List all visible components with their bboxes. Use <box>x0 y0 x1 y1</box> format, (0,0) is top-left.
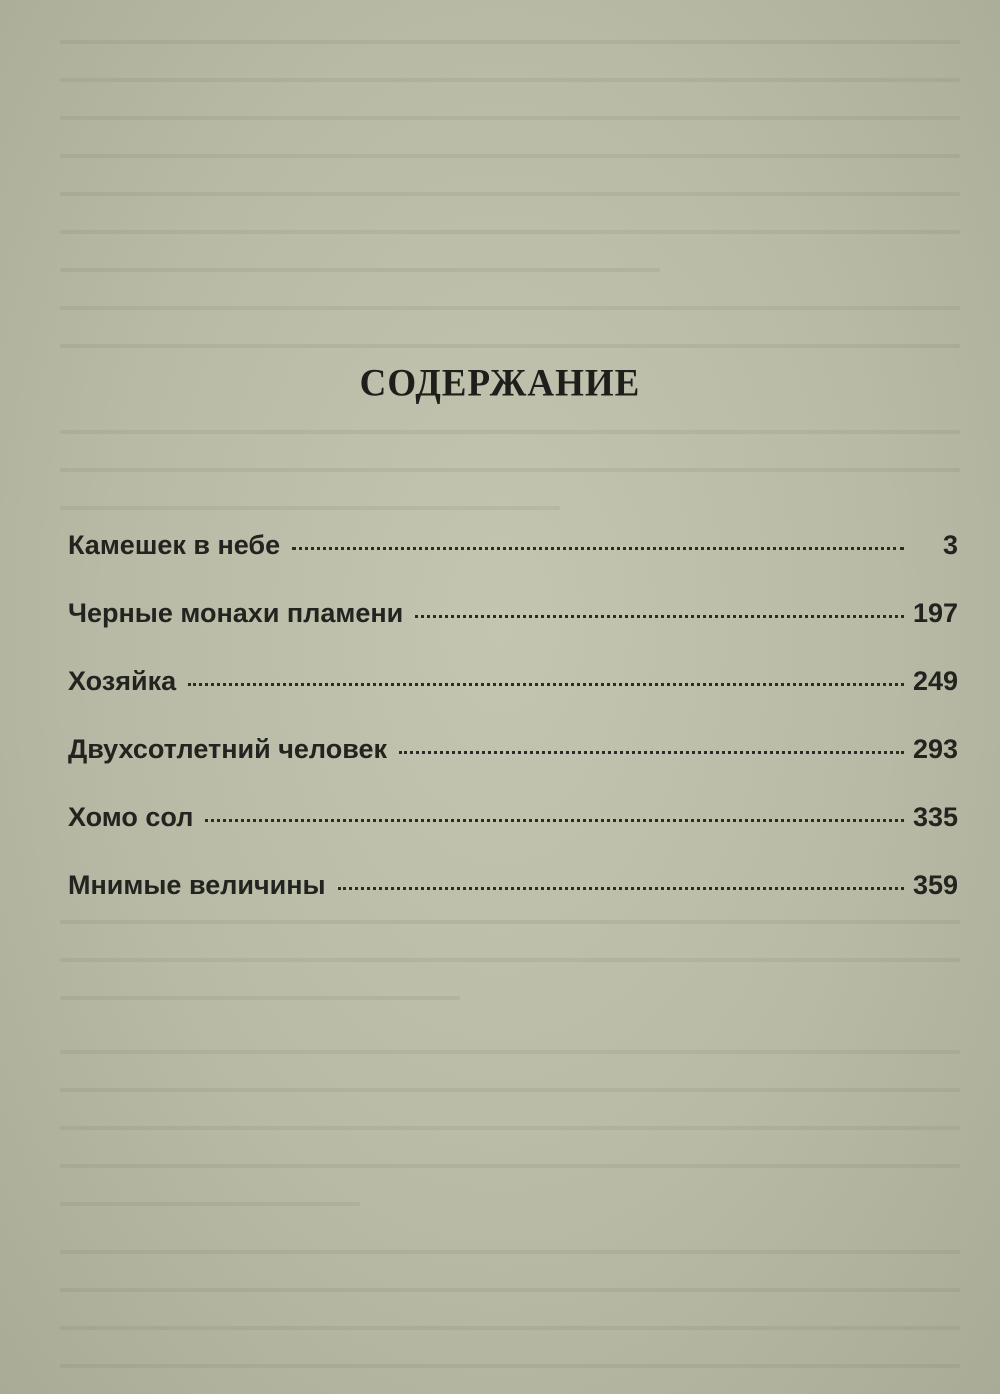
toc-entry-6 <box>68 870 958 938</box>
toc-entry-1 <box>68 530 958 598</box>
toc-entry-title: Черные монахи пламени <box>68 598 404 628</box>
toc-dot-leader <box>399 751 904 754</box>
toc-entry-title: Мнимые величины <box>68 870 326 900</box>
toc-entry-page: 293 <box>912 734 958 764</box>
toc-entry-title: Хозяйка <box>68 666 177 696</box>
toc-entry-page: 3 <box>942 530 958 560</box>
toc-entry-page: 249 <box>912 666 958 696</box>
page-title: СОДЕРЖАНИЕ <box>359 361 641 406</box>
toc-entry-title: Камешек в небе <box>68 530 281 560</box>
toc-dot-leader <box>415 615 904 618</box>
table-of-contents <box>68 530 958 938</box>
toc-entry-title: Хомо сол <box>68 802 194 832</box>
toc-entry-page: 359 <box>912 870 958 900</box>
toc-dot-leader <box>205 819 904 822</box>
toc-entry-title: Двухсотлетний человек <box>68 734 387 764</box>
toc-entry-page: 335 <box>912 802 958 832</box>
toc-dot-leader <box>188 683 904 686</box>
toc-entry-3 <box>68 666 958 734</box>
toc-entry-page: 197 <box>912 598 958 628</box>
toc-dot-leader <box>338 887 904 890</box>
toc-entry-5 <box>68 802 958 870</box>
toc-entry-4 <box>68 734 958 802</box>
toc-dot-leader <box>292 547 904 550</box>
toc-entry-2 <box>68 598 958 666</box>
